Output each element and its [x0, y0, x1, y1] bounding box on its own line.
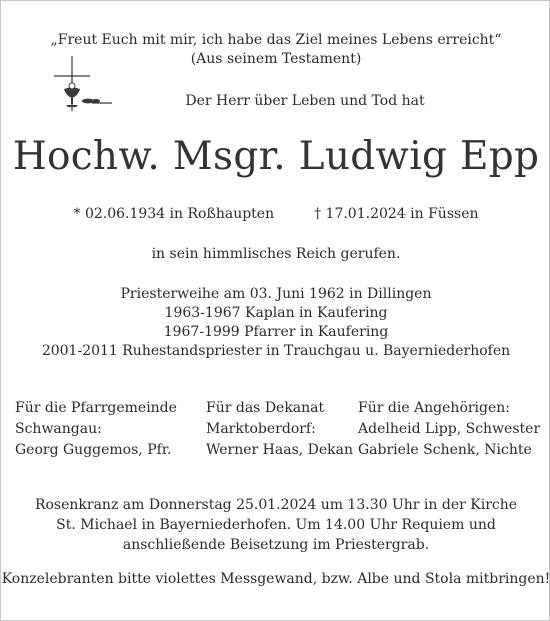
birth-date: * 02.06.1934 in Roßhaupten	[73, 206, 275, 222]
quote-source: (Aus seinem Testament)	[190, 51, 362, 67]
signatory-line: Werner Haas, Dekan	[206, 442, 354, 458]
signatory-line: Für die Angehörigen:	[358, 400, 511, 416]
service-line: Rosenkranz am Donnerstag 25.01.2024 um 13.30 Uhr in der Kirche	[34, 497, 518, 513]
service-line: anschließende Beisetzung im Priestergrab.	[122, 537, 430, 553]
signatory-line: Adelheid Lipp, Schwester	[358, 421, 541, 437]
signatory-line: Gabriele Schenk, Nichte	[358, 442, 532, 458]
career-item: 1967-1999 Pfarrer in Kaufering	[163, 324, 389, 340]
called-home-text: in sein himmlisches Reich gerufen.	[151, 246, 401, 262]
signatory-parish	[15, 398, 177, 461]
signatory-line: Für das Dekanat	[206, 400, 325, 416]
career-item: Priesterweihe am 03. Juni 1962 in Dillingen	[120, 286, 432, 302]
life-dates	[1, 206, 550, 223]
career-item: 1963-1967 Kaplan in Kaufering	[164, 305, 388, 321]
signatory-line: Für die Pfarrgemeinde	[15, 400, 177, 416]
signatory-line: Marktoberdorf:	[206, 421, 316, 437]
signatory-deanery	[206, 398, 353, 461]
career-list	[1, 285, 550, 361]
career-item: 2001-2011 Ruhestandspriester in Trauchgau u. Bayerniederhofen	[41, 343, 511, 359]
signatory-line: Georg Guggemos, Pfr.	[15, 442, 172, 458]
service-line: St. Michael in Bayerniederhofen. Um 14.00 Uhr Requiem und	[56, 517, 496, 533]
deceased-name: Hochw. Msgr. Ludwig Epp	[12, 134, 540, 179]
testament-quote: „Freut Euch mit mir, ich habe das Ziel meines Lebens erreicht“	[50, 32, 502, 48]
death-date: † 17.01.2024 in Füssen	[314, 206, 479, 222]
closing-note: Konzelebranten bitte violettes Messgewand, bzw. Albe und Stola mitbringen!	[1, 571, 550, 587]
service-details	[1, 495, 550, 555]
signatory-relatives	[358, 398, 540, 461]
intro-text: Der Herr über Leben und Tod hat	[185, 93, 425, 109]
signatory-line: Schwangau:	[15, 421, 102, 437]
